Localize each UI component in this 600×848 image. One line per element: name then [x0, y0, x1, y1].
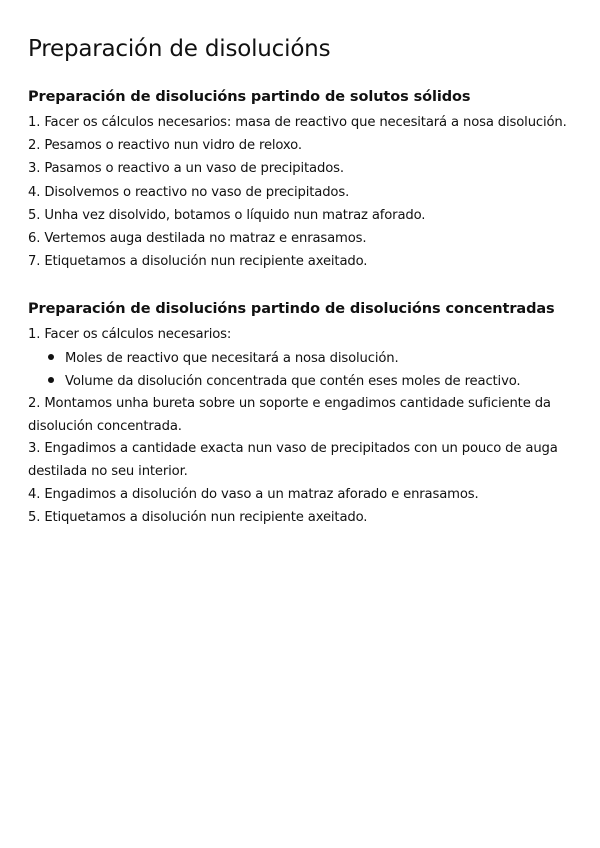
bullet-item: [48, 370, 572, 393]
step-item: 6. Vertemos auga destilada no matraz e enrasamos.: [28, 231, 367, 247]
document-title: Preparación de disolucións: [28, 36, 331, 62]
step-item: 5. Unha vez disolvido, botamos o líquido nun matraz aforado.: [28, 207, 426, 223]
section-concentrated-solutions: [28, 299, 572, 529]
bullet-item: [48, 347, 572, 370]
step-item: 4. Engadimos a disolución do vaso a un matraz aforado e enrasamos.: [28, 487, 479, 503]
step-item: 1. Facer os cálculos necesarios: masa de reactivo que necesitará a nosa disolución.: [28, 115, 567, 130]
bullet-text: Moles de reactivo que necesitará a nosa disolución.: [65, 350, 399, 366]
bullet-text: Volume da disolución concentrada que contén eses moles de reactivo.: [65, 373, 521, 389]
section-heading: Preparación de disolucións partindo de disolucións concentradas: [28, 301, 555, 318]
section-solid-solutes: [28, 87, 572, 273]
steps-list: [28, 111, 572, 273]
step-item: 7. Etiquetamos a disolución nun recipiente axeitado.: [28, 254, 368, 270]
step-item: 1. Facer os cálculos necesarios:: [28, 327, 232, 343]
step-item: 3. Engadimos a cantidade exacta nun vaso de precipitados con un pouco de auga destilada no seu interior.: [28, 441, 558, 479]
step-item: 4. Disolvemos o reactivo no vaso de precipitados.: [28, 184, 350, 200]
step-item: 2. Montamos unha bureta sobre un soporte e engadimos cantidade suficiente da disolución concentrada.: [28, 396, 551, 434]
steps-list: [28, 323, 572, 346]
bullet-icon: [48, 354, 54, 360]
bullet-list: [28, 347, 572, 393]
section-heading: Preparación de disolucións partindo de solutos sólidos: [28, 89, 471, 105]
steps-list: [28, 393, 572, 529]
step-item: 3. Pasamos o reactivo a un vaso de precipitados.: [28, 161, 344, 177]
step-item: 2. Pesamos o reactivo nun vidro de reloxo.: [28, 138, 302, 154]
step-item: 5. Etiquetamos a disolución nun recipiente axeitado.: [28, 510, 368, 526]
bullet-icon: [48, 377, 54, 383]
